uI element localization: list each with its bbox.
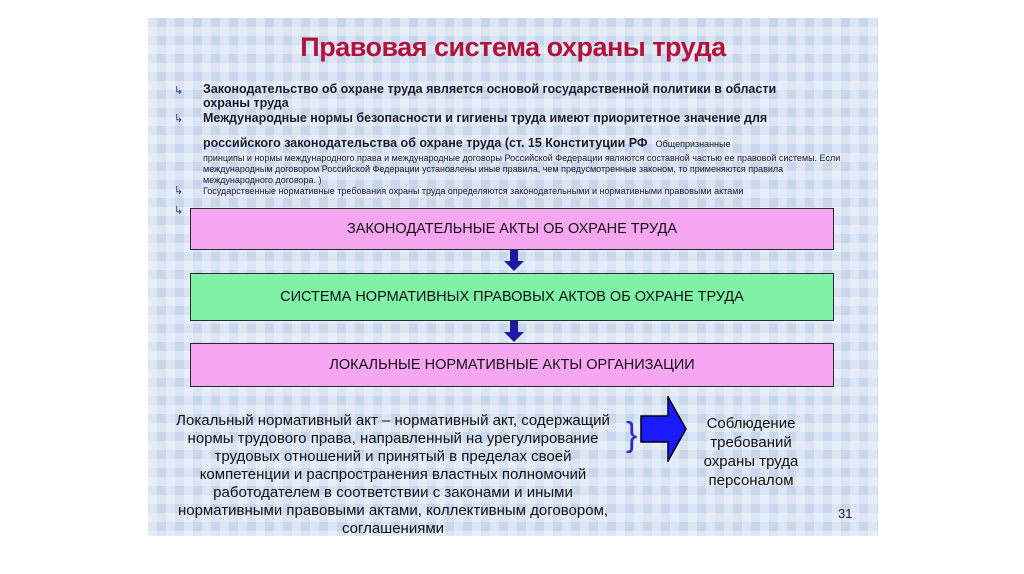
brace-icon: } xyxy=(626,416,638,454)
box-normative-system-label: СИСТЕМА НОРМАТИВНЫХ ПРАВОВЫХ АКТОВ ОБ ОХРАНЕ ТРУДА xyxy=(280,289,744,305)
local-act-definition: Локальный нормативный акт – нормативный акт, содержащий нормы трудового права, направленный на урегулирование трудовых отношений и принятый в пределах своей компетенции и распространения властных полномочий работодателем в соответствии с законами и иными нормативными правовыми актами, коллективным договором, соглашениями xyxy=(176,412,610,536)
slide-title: Правовая система охраны труда xyxy=(300,32,726,62)
box-legislative-acts-label: ЗАКОНОДАТЕЛЬНЫЕ АКТЫ ОБ ОХРАНЕ ТРУДА xyxy=(346,221,678,237)
box-local-acts xyxy=(190,343,834,387)
bullet-arrow-icon: ↳ xyxy=(174,205,184,217)
bullet-international-norms-detail: принципы и нормы международного права и международные договоры Российской Федерации являются составной частью ее правовой системы. Если международным договором Российской Федерации установлены иные правила, чем предусмотренные законом, то применяются правила международного договора. ) xyxy=(203,153,841,185)
bullet-legislation: Законодательство об охране труда является основой государственной политики в области охраны труда xyxy=(203,82,777,110)
bullet-international-norms: Международные нормы безопасности и гигиены труда имеют приоритетное значение для xyxy=(203,111,768,125)
box-local-acts-label: ЛОКАЛЬНЫЕ НОРМАТИВНЫЕ АКТЫ ОРГАНИЗАЦИИ xyxy=(329,357,695,373)
box-normative-system xyxy=(190,273,834,321)
bullet-international-norms-small: Общепризнанные xyxy=(655,139,731,149)
bullet-state-requirements: Государственные нормативные требования охраны труда определяются законодательными и нормативными правовыми актами xyxy=(203,186,744,196)
bullet-arrow-icon: ↳ xyxy=(174,185,184,197)
bullet-international-norms-cont-text: российского законодательства об охране труда (ст. 15 Конституции РФ xyxy=(203,136,648,150)
box-legislative-acts xyxy=(190,208,834,250)
outcome-text: Соблюдение требований охраны труда персоналом xyxy=(703,415,799,489)
page-number: 31 xyxy=(838,506,853,521)
bullet-arrow-icon: ↳ xyxy=(174,85,184,97)
bullet-international-norms-cont xyxy=(203,136,843,150)
slide xyxy=(148,18,878,536)
down-arrow-icon xyxy=(503,321,525,343)
right-arrow-icon xyxy=(640,396,688,462)
bullet-arrow-icon: ↳ xyxy=(174,113,184,125)
down-arrow-icon xyxy=(503,250,525,272)
